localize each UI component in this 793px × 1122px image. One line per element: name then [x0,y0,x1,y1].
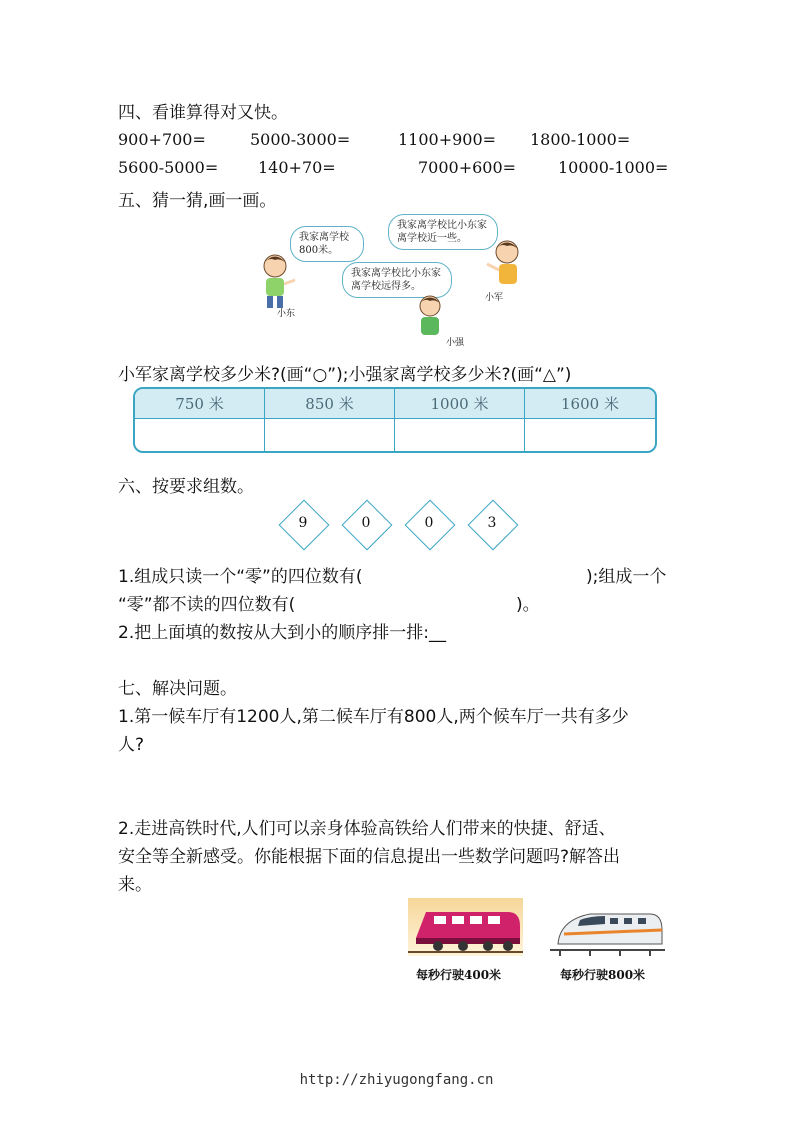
digit-card-2: 0 [361,515,371,531]
boy-xiaodong-icon [255,250,300,310]
calc-5: 5600-5000= [118,158,219,177]
table-answer-cell[interactable] [525,419,655,451]
table-answer-cell[interactable] [395,419,525,451]
problem-2-line-3: 来。 [118,875,152,895]
high-speed-train-icon [550,900,665,958]
speech-bubble-xiaodong: 我家离学校800米。 [290,226,364,262]
calc-4: 1800-1000= [530,130,631,149]
q1-text-d: )。 [516,595,540,615]
table-header: 1600 米 [525,389,655,419]
q1-text-b: );组成一个 [586,567,667,587]
calc-6: 140+70= [258,158,336,177]
boy-xiaoqiang-icon [410,292,450,340]
problem-1-line-1: 1.第一候车厅有1200人,第二候车厅有800人,两个候车厅一共有多少 [118,707,629,727]
section-7-title: 七、解决问题。 [118,679,237,699]
calc-1: 900+700= [118,130,206,149]
name-xiaojun: 小军 [485,293,504,303]
calc-8: 10000-1000= [558,158,669,177]
boy-xiaojun-icon [483,236,528,291]
distance-table [133,387,657,453]
table-answer-cell[interactable] [135,419,265,451]
calc-2: 5000-3000= [250,130,351,149]
digit-card-3: 0 [424,515,434,531]
q1-text-c: “零”都不读的四位数有( [118,595,296,615]
footer-url[interactable]: http://zhiyugongfang.cn [299,1072,494,1088]
section-5-title: 五、猜一猜,画一画。 [118,191,277,211]
table-header: 750 米 [135,389,265,419]
calc-3: 1100+900= [398,130,497,149]
speech-bubble-xiaojun: 我家离学校比小东家离学校近一些。 [388,214,498,250]
speech-bubble-xiaoqiang: 我家离学校比小东家离学校远得多。 [342,262,452,298]
table-answer-cell[interactable] [265,419,395,451]
section-5-question: 小军家离学校多少米?(画“○”);小强家离学校多少米?(画“△”) [118,365,572,385]
section-6-title: 六、按要求组数。 [118,477,254,497]
section-4-title: 四、看谁算得对又快。 [118,103,288,123]
q2-text: 2.把上面填的数按从大到小的顺序排一排:__ [118,623,446,643]
name-xiaoqiang: 小强 [446,338,465,348]
table-header: 1000 米 [395,389,525,419]
problem-2-line-2: 安全等全新感受。你能根据下面的信息提出一些数学问题吗?解答出 [118,847,621,867]
train-2-caption: 每秒行驶800米 [560,968,646,982]
red-train-icon [408,898,523,956]
q1-text-a: 1.组成只读一个“零”的四位数有( [118,567,363,587]
problem-1-line-2: 人? [118,735,145,755]
problem-2-line-1: 2.走进高铁时代,人们可以亲身体验高铁给人们带来的快捷、舒适、 [118,819,616,839]
table-header: 850 米 [265,389,395,419]
calc-7: 7000+600= [418,158,517,177]
train-1-caption: 每秒行驶400米 [416,968,502,982]
digit-card-1: 9 [298,515,308,531]
name-xiaodong: 小东 [277,309,296,319]
digit-card-4: 3 [487,515,497,531]
